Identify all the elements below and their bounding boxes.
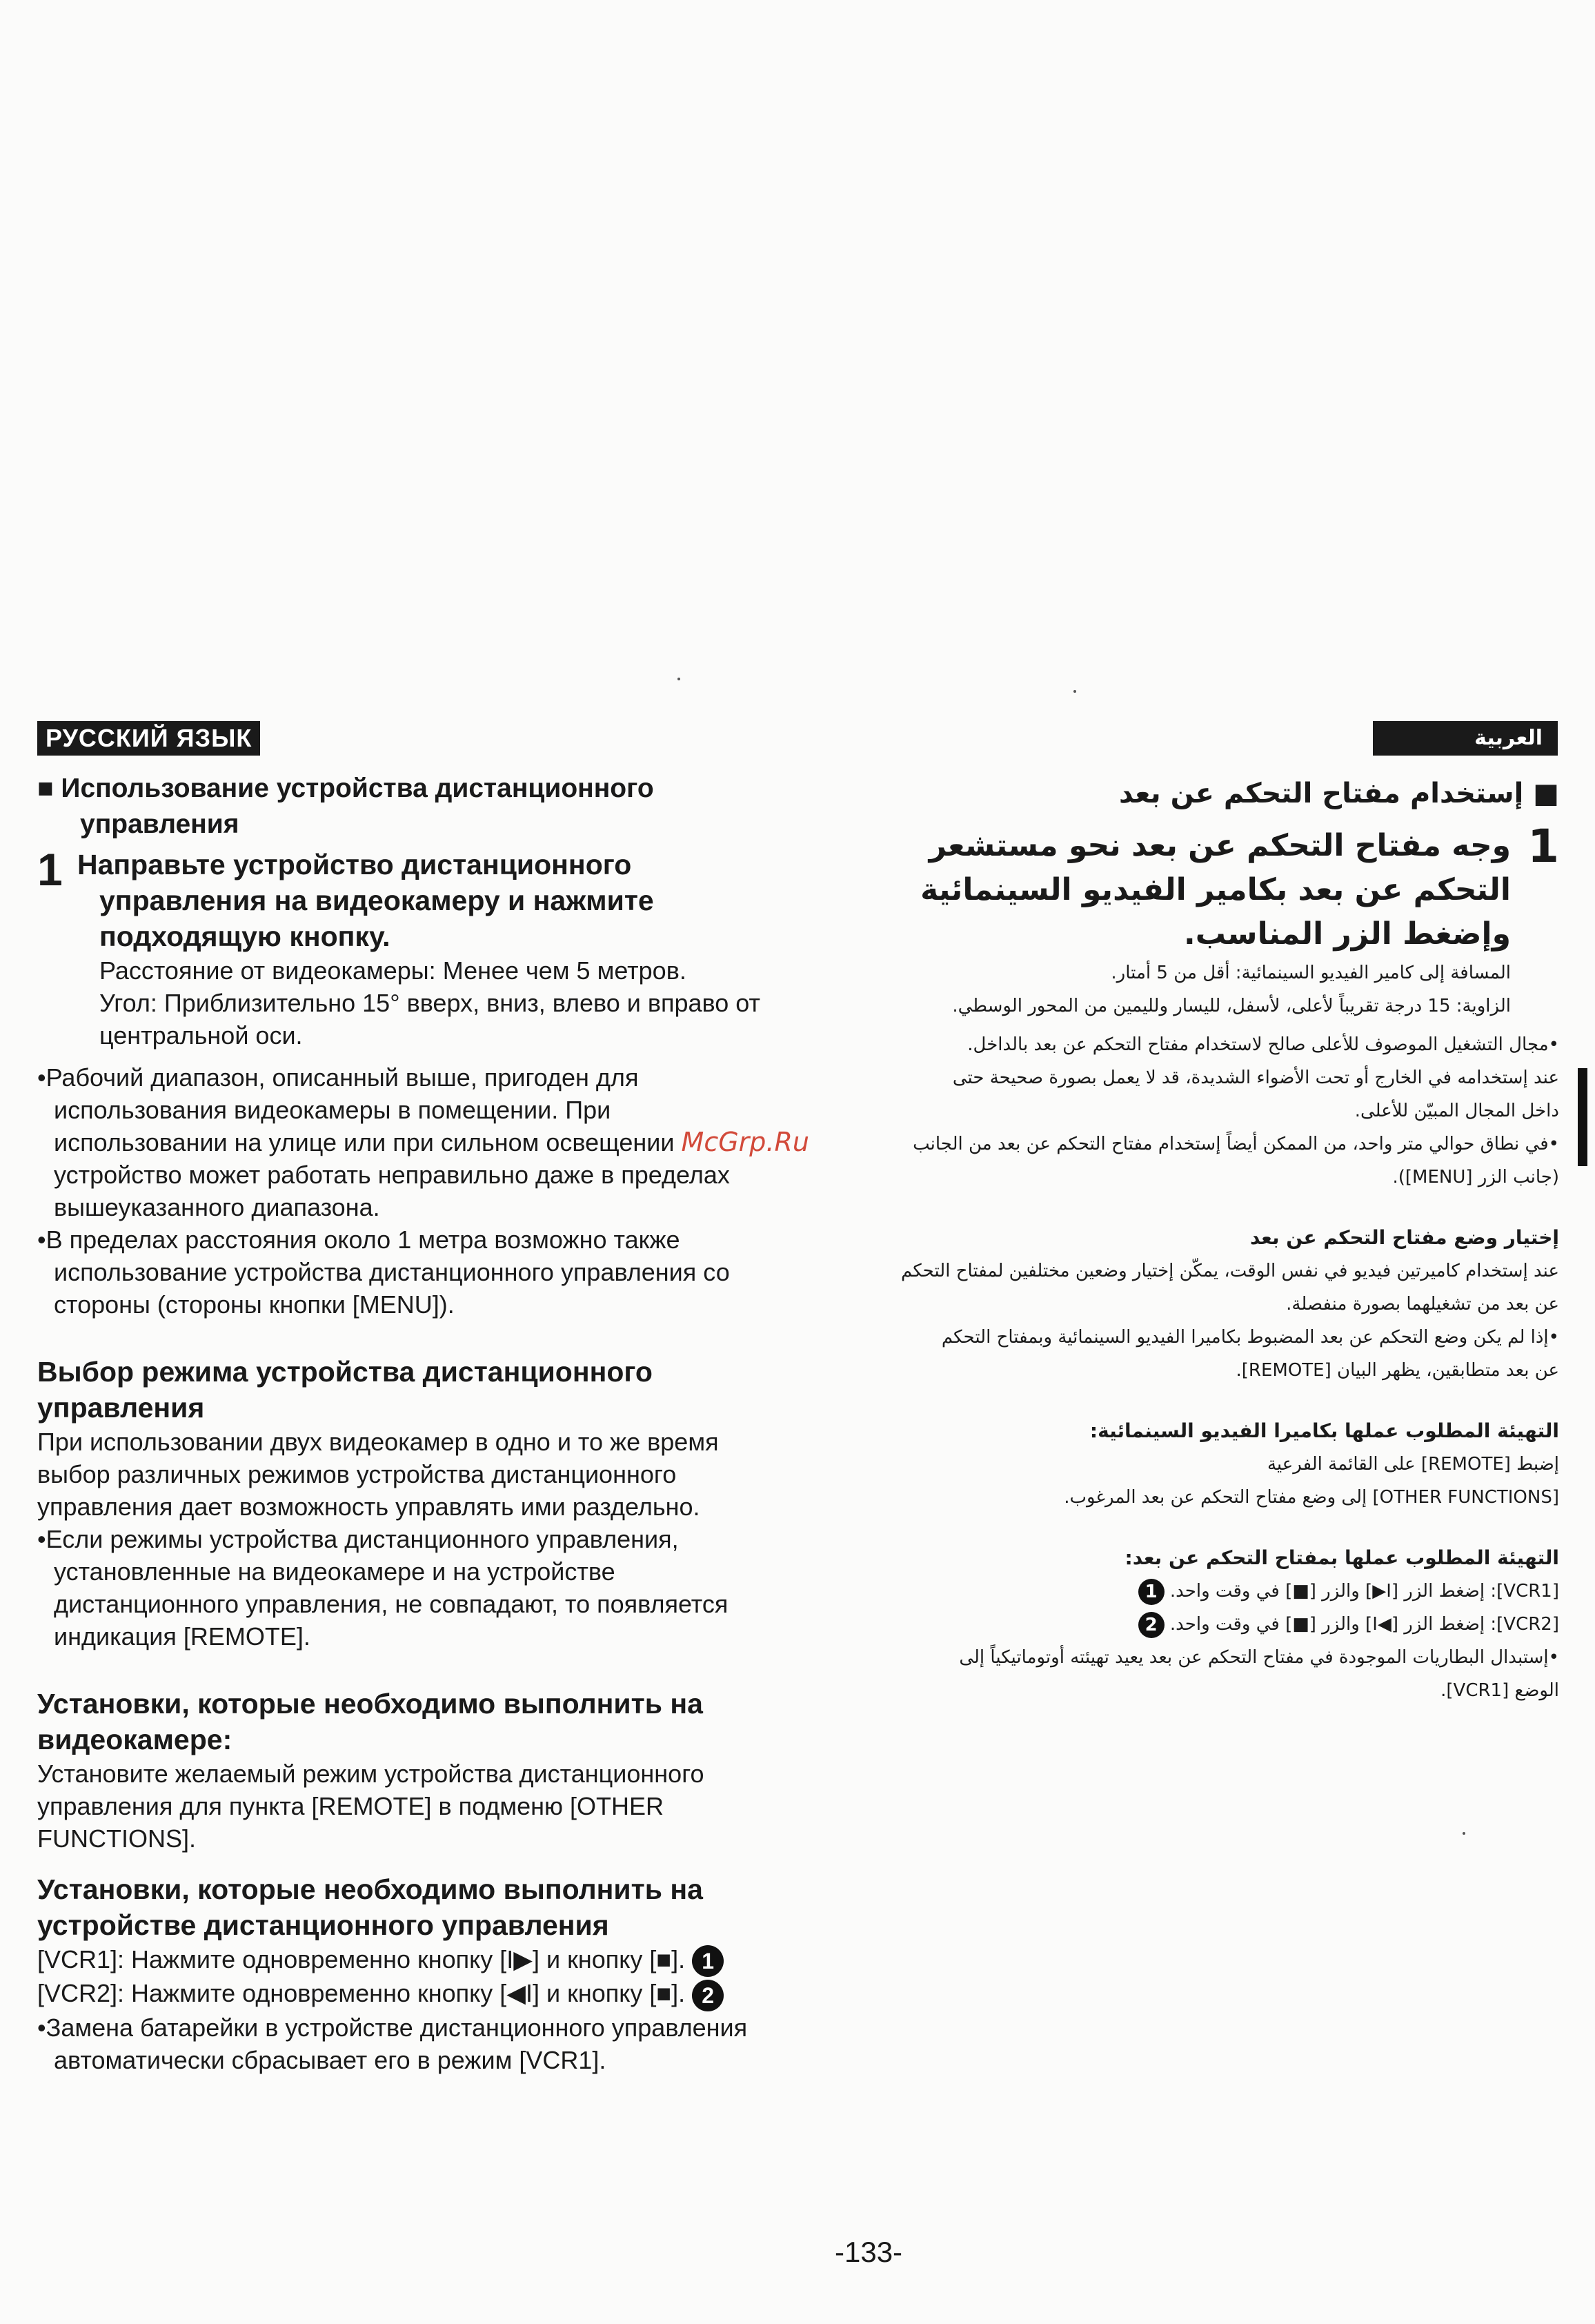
section-title: Выбор режима устройства дистанционного	[37, 1356, 653, 1388]
bullet-line: داخل المجال المبيّن للأعلى.	[1354, 1101, 1559, 1121]
step-title-cont: управления на видеокамеру и нажмите	[99, 885, 654, 916]
marker-2-icon: 2	[692, 1980, 724, 2011]
arabic-column	[876, 773, 1559, 1707]
bullet-line: •إستبدال البطاريات الموجودة في مفتاح التحكم عن بعد يعيد تهيئته أوتوماتيكياً إلى	[959, 1647, 1559, 1668]
bullet-line: автоматически сбрасывает его в режим [VCR1].	[54, 2045, 606, 2074]
vcr2-instruction: [VCR2]: Нажмите одновременно кнопку [◀I] и кнопку [■]. 2	[37, 1977, 865, 2011]
paragraph-line: [OTHER FUNCTIONS] إلى وضع مفتاح التحكم عن بعد المرغوب.	[1064, 1487, 1559, 1508]
vcr1-instruction: [VCR1]: Нажмите одновременно кнопку [I▶] и кнопку [■]. 1	[37, 1943, 865, 1977]
paragraph-line: При использовании двух видеокамер в одно и то же время	[37, 1428, 719, 1456]
paragraph-line: Установите желаемый режим устройства дистанционного	[37, 1760, 704, 1788]
bullet-side-use	[37, 1223, 865, 1321]
scan-speck	[677, 678, 680, 680]
step-number: 1	[1527, 820, 1559, 873]
bullet-line: •В пределах расстояния около 1 метра возможно также	[37, 1225, 680, 1254]
angle-text: Угол: Приблизительно 15° вверх, вниз, влево и вправо от	[99, 989, 761, 1017]
square-bullet-icon: ■	[37, 774, 61, 803]
vcr2-instruction: [VCR2]: إضغط الزر [◀I] والزر [■] في وقت واحد. 2	[876, 1608, 1559, 1641]
section-title: التهيئة المطلوب عملها بمفتاح التحكم عن بعد:	[1125, 1546, 1559, 1569]
page-edge-marker	[1578, 1068, 1587, 1166]
vcr1-instruction: [VCR1]: إضغط الزر [I▶] والزر [■] في وقت واحد. 1	[876, 1575, 1559, 1608]
section-title-cont: устройстве дистанционного управления	[37, 1909, 609, 1941]
paragraph-line: выбор различных режимов устройства дистанционного	[37, 1460, 677, 1488]
bullet-line: дистанционного управления, не совпадают, то появляется	[54, 1590, 729, 1618]
section-mode-select	[37, 1354, 865, 1653]
bullet-line: стороны (стороны кнопки [MENU]).	[54, 1290, 455, 1319]
bullet-line: индикация [REMOTE].	[54, 1622, 310, 1651]
section-title: ■ إستخدام مفتاح التحكم عن بعد	[1118, 778, 1559, 809]
bullet-line: использовании на улице или при сильном освещении McGrp.Ru	[54, 1127, 809, 1157]
russian-column	[37, 721, 865, 2076]
section-title-cont: управления	[37, 1392, 205, 1424]
russian-language-tab: РУССКИЙ ЯЗЫК	[37, 721, 260, 756]
bullet-line: عن بعد متطابقين، يظهر البيان [REMOTE].	[1236, 1360, 1559, 1381]
bullet-line: вышеуказанного диапазона.	[54, 1193, 380, 1221]
bullet-line: الوضع [VCR1].	[1440, 1680, 1559, 1701]
bullet-range	[37, 1061, 865, 1223]
section-title: ■ Использование устройства дистанционного	[37, 774, 654, 803]
page-number: -133-	[835, 2236, 903, 2268]
step-1	[876, 820, 1559, 1023]
section-title: إختيار وضع مفتاح التحكم عن بعد	[1250, 1226, 1559, 1249]
bullet-line: •Замена батарейки в устройстве дистанционного управления	[37, 2013, 748, 2042]
section-mode-select	[876, 1221, 1559, 1387]
bullet-range	[876, 1028, 1559, 1194]
bullet-line: (جانب الزر [MENU]).	[1392, 1167, 1559, 1188]
marker-1-icon: 1	[692, 1945, 724, 1977]
paragraph-line: عند إستخدام كاميرتين فيديو في نفس الوقت، يمكّن إختيار وضعين مختلفين لمفتاح التحكم	[901, 1261, 1559, 1281]
bullet-line: •إذا لم يكن وضع التحكم عن بعد المضبوط بكاميرا الفيديو السينمائية وبمفتاح التحكم	[941, 1327, 1559, 1348]
step-title: Направьте устройство дистанционного	[77, 849, 632, 880]
bullet-line: использование устройства дистанционного управления со	[54, 1258, 730, 1286]
angle-text: الزاوية: 15 درجة تقريباً لأعلى، لأسفل، لليسار ولليمين من المحور الوسطي.	[952, 996, 1511, 1016]
marker-1-icon: 1	[1138, 1579, 1165, 1605]
section-remote-usage	[37, 771, 865, 843]
bullet-line: •Если режимы устройства дистанционного управления,	[37, 1525, 679, 1553]
watermark: McGrp.Ru	[681, 1127, 809, 1157]
step-title-cont: وإضغط الزر المناسب.	[1184, 916, 1511, 952]
section-camera-settings	[876, 1415, 1559, 1514]
scan-speck	[1463, 1832, 1465, 1835]
paragraph-line: управления дает возможность управлять ими раздельно.	[37, 1493, 700, 1521]
bullet-line: •Рабочий диапазон, описанный выше, пригоден для	[37, 1063, 639, 1092]
step-1	[37, 844, 865, 1052]
paragraph-line: управления для пункта [REMOTE] в подменю [OTHER	[37, 1792, 664, 1820]
step-title: وجه مفتاح التحكم عن بعد نحو مستشعر	[929, 828, 1511, 863]
step-number: 1	[37, 844, 63, 895]
marker-2-icon: 2	[1138, 1612, 1165, 1638]
paragraph-line: إضبط [REMOTE] على القائمة الفرعية	[1267, 1454, 1559, 1475]
section-title: Установки, которые необходимо выполнить на	[37, 1873, 703, 1905]
bullet-line: использования видеокамеры в помещении. При	[54, 1096, 611, 1124]
section-camera-settings	[37, 1686, 865, 1855]
bullet-line: عند إستخدامه في الخارج أو تحت الأضواء الشديدة، قد لا يعمل بصورة صحيحة حتى	[952, 1067, 1559, 1088]
bullet-line: •في نطاق حوالي متر واحد، من الممكن أيضاً إستخدام مفتاح التحكم عن بعد من الجانب	[913, 1134, 1559, 1154]
distance-text: المسافة إلى كامير الفيديو السينمائية: أقل من 5 أمتار.	[1111, 963, 1511, 983]
bullet-line: •مجال التشغيل الموصوف للأعلى صالح لاستخدام مفتاح التحكم عن بعد بالداخل.	[967, 1034, 1559, 1055]
paragraph-line: عن بعد من تشغيلهما بصورة منفصلة.	[1286, 1294, 1559, 1314]
angle-text-cont: центральной оси.	[99, 1021, 303, 1050]
step-title-cont: подходящую кнопку.	[99, 920, 390, 952]
section-title-cont: видеокамере:	[37, 1724, 232, 1755]
scan-speck	[1073, 690, 1076, 693]
arabic-language-tab: العربية	[1373, 721, 1558, 756]
paragraph-line: FUNCTIONS].	[37, 1824, 196, 1853]
section-title: التهيئة المطلوب عملها بكاميرا الفيديو السينمائية:	[1089, 1419, 1559, 1442]
bullet-line: устройство может работать неправильно даже в пределах	[54, 1161, 730, 1189]
section-remote-settings	[37, 1871, 865, 2076]
distance-text: Расстояние от видеокамеры: Менее чем 5 метров.	[99, 956, 686, 985]
section-remote-settings	[876, 1542, 1559, 1707]
step-title-cont: التحكم عن بعد بكامير الفيديو السينمائية	[920, 872, 1511, 907]
section-title: Установки, которые необходимо выполнить на	[37, 1688, 703, 1720]
bullet-line: установленные на видеокамере и на устройстве	[54, 1557, 615, 1586]
section-title-cont: управления	[80, 809, 239, 839]
